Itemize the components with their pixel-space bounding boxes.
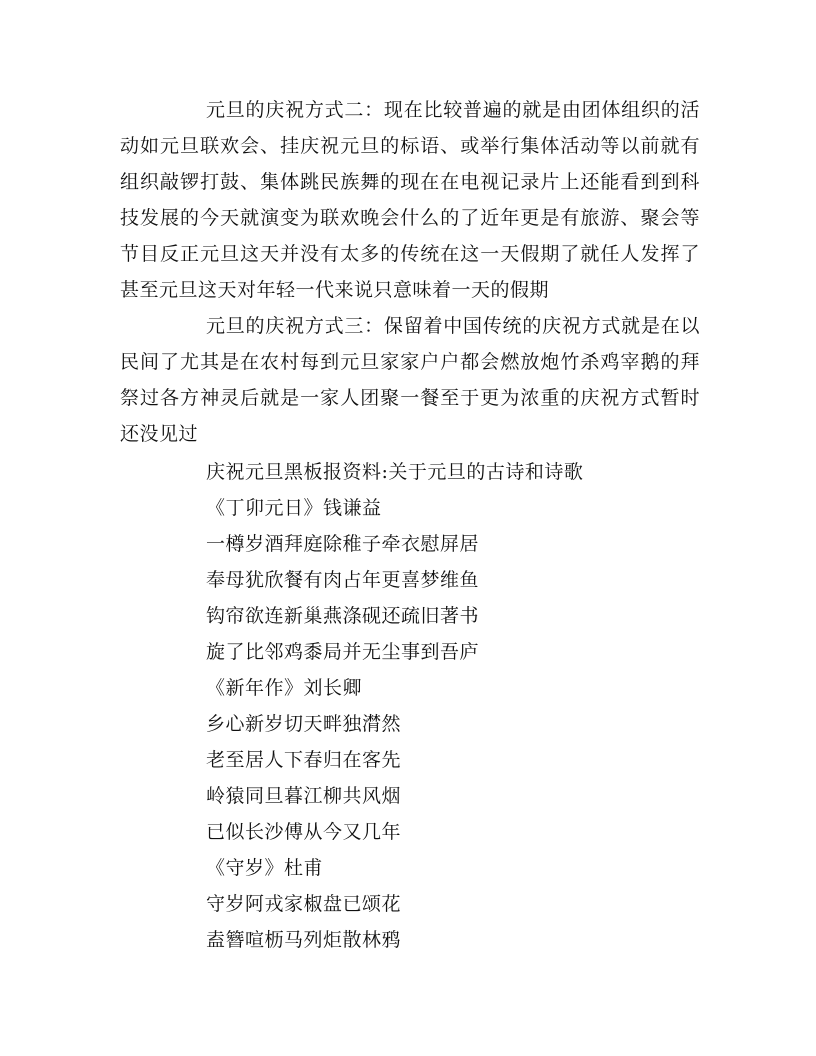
poem-line: 盍簪喧枥马列炬散林鸦: [206, 929, 402, 951]
poem-line: 乡心新岁切天畔独潸然: [206, 713, 402, 735]
paragraph-celebration-method-three: 元旦的庆祝方式三：保留着中国传统的庆祝方式就是在以民间了尤其是在农村每到元旦家家户户都会燃放炮竹杀鸡宰鹅的拜祭过各方神灵后就是一家人团聚一餐至于更为浓重的庆祝方式暂时还没见过: [120, 315, 700, 445]
poem-title: 《新年作》刘长卿: [206, 677, 363, 699]
poem-line: 守岁阿戎家椒盘已颂花: [206, 893, 402, 915]
poem-line: 奉母犹欣餐有肉占年更喜梦维鱼: [206, 569, 480, 591]
poem-line: 已似长沙傅从今又几年: [206, 821, 402, 843]
poem-title: 《守岁》杜甫: [206, 857, 324, 879]
poem-title: 《丁卯元日》钱谦益: [206, 497, 382, 519]
poem-line: 钩帘欲连新巢燕涤砚还疏旧著书: [206, 605, 480, 627]
poem-line: 老至居人下春归在客先: [206, 749, 402, 771]
paragraph-celebration-method-two: 元旦的庆祝方式二：现在比较普遍的就是由团体组织的活动如元旦联欢会、挂庆祝元旦的标语、或举行集体活动等以前就有组织敲锣打鼓、集体跳民族舞的现在在电视记录片上还能看到到科技发展的今天就演变为联欢晚会什么的了近年更是有旅游、聚会等节目反正元旦这天并没有太多的传统在这一天假期了就任人发挥了甚至元旦这天对年轻一代来说只意味着一天的假期: [120, 99, 700, 301]
poem-line: 旋了比邻鸡黍局并无尘事到吾庐: [206, 641, 480, 663]
poems-section-heading: 庆祝元旦黑板报资料:关于元旦的古诗和诗歌: [206, 461, 584, 483]
poem-line: 岭猿同旦暮江柳共风烟: [206, 785, 402, 807]
poem-line: 一樽岁酒拜庭除稚子牵衣慰屏居: [206, 533, 480, 555]
